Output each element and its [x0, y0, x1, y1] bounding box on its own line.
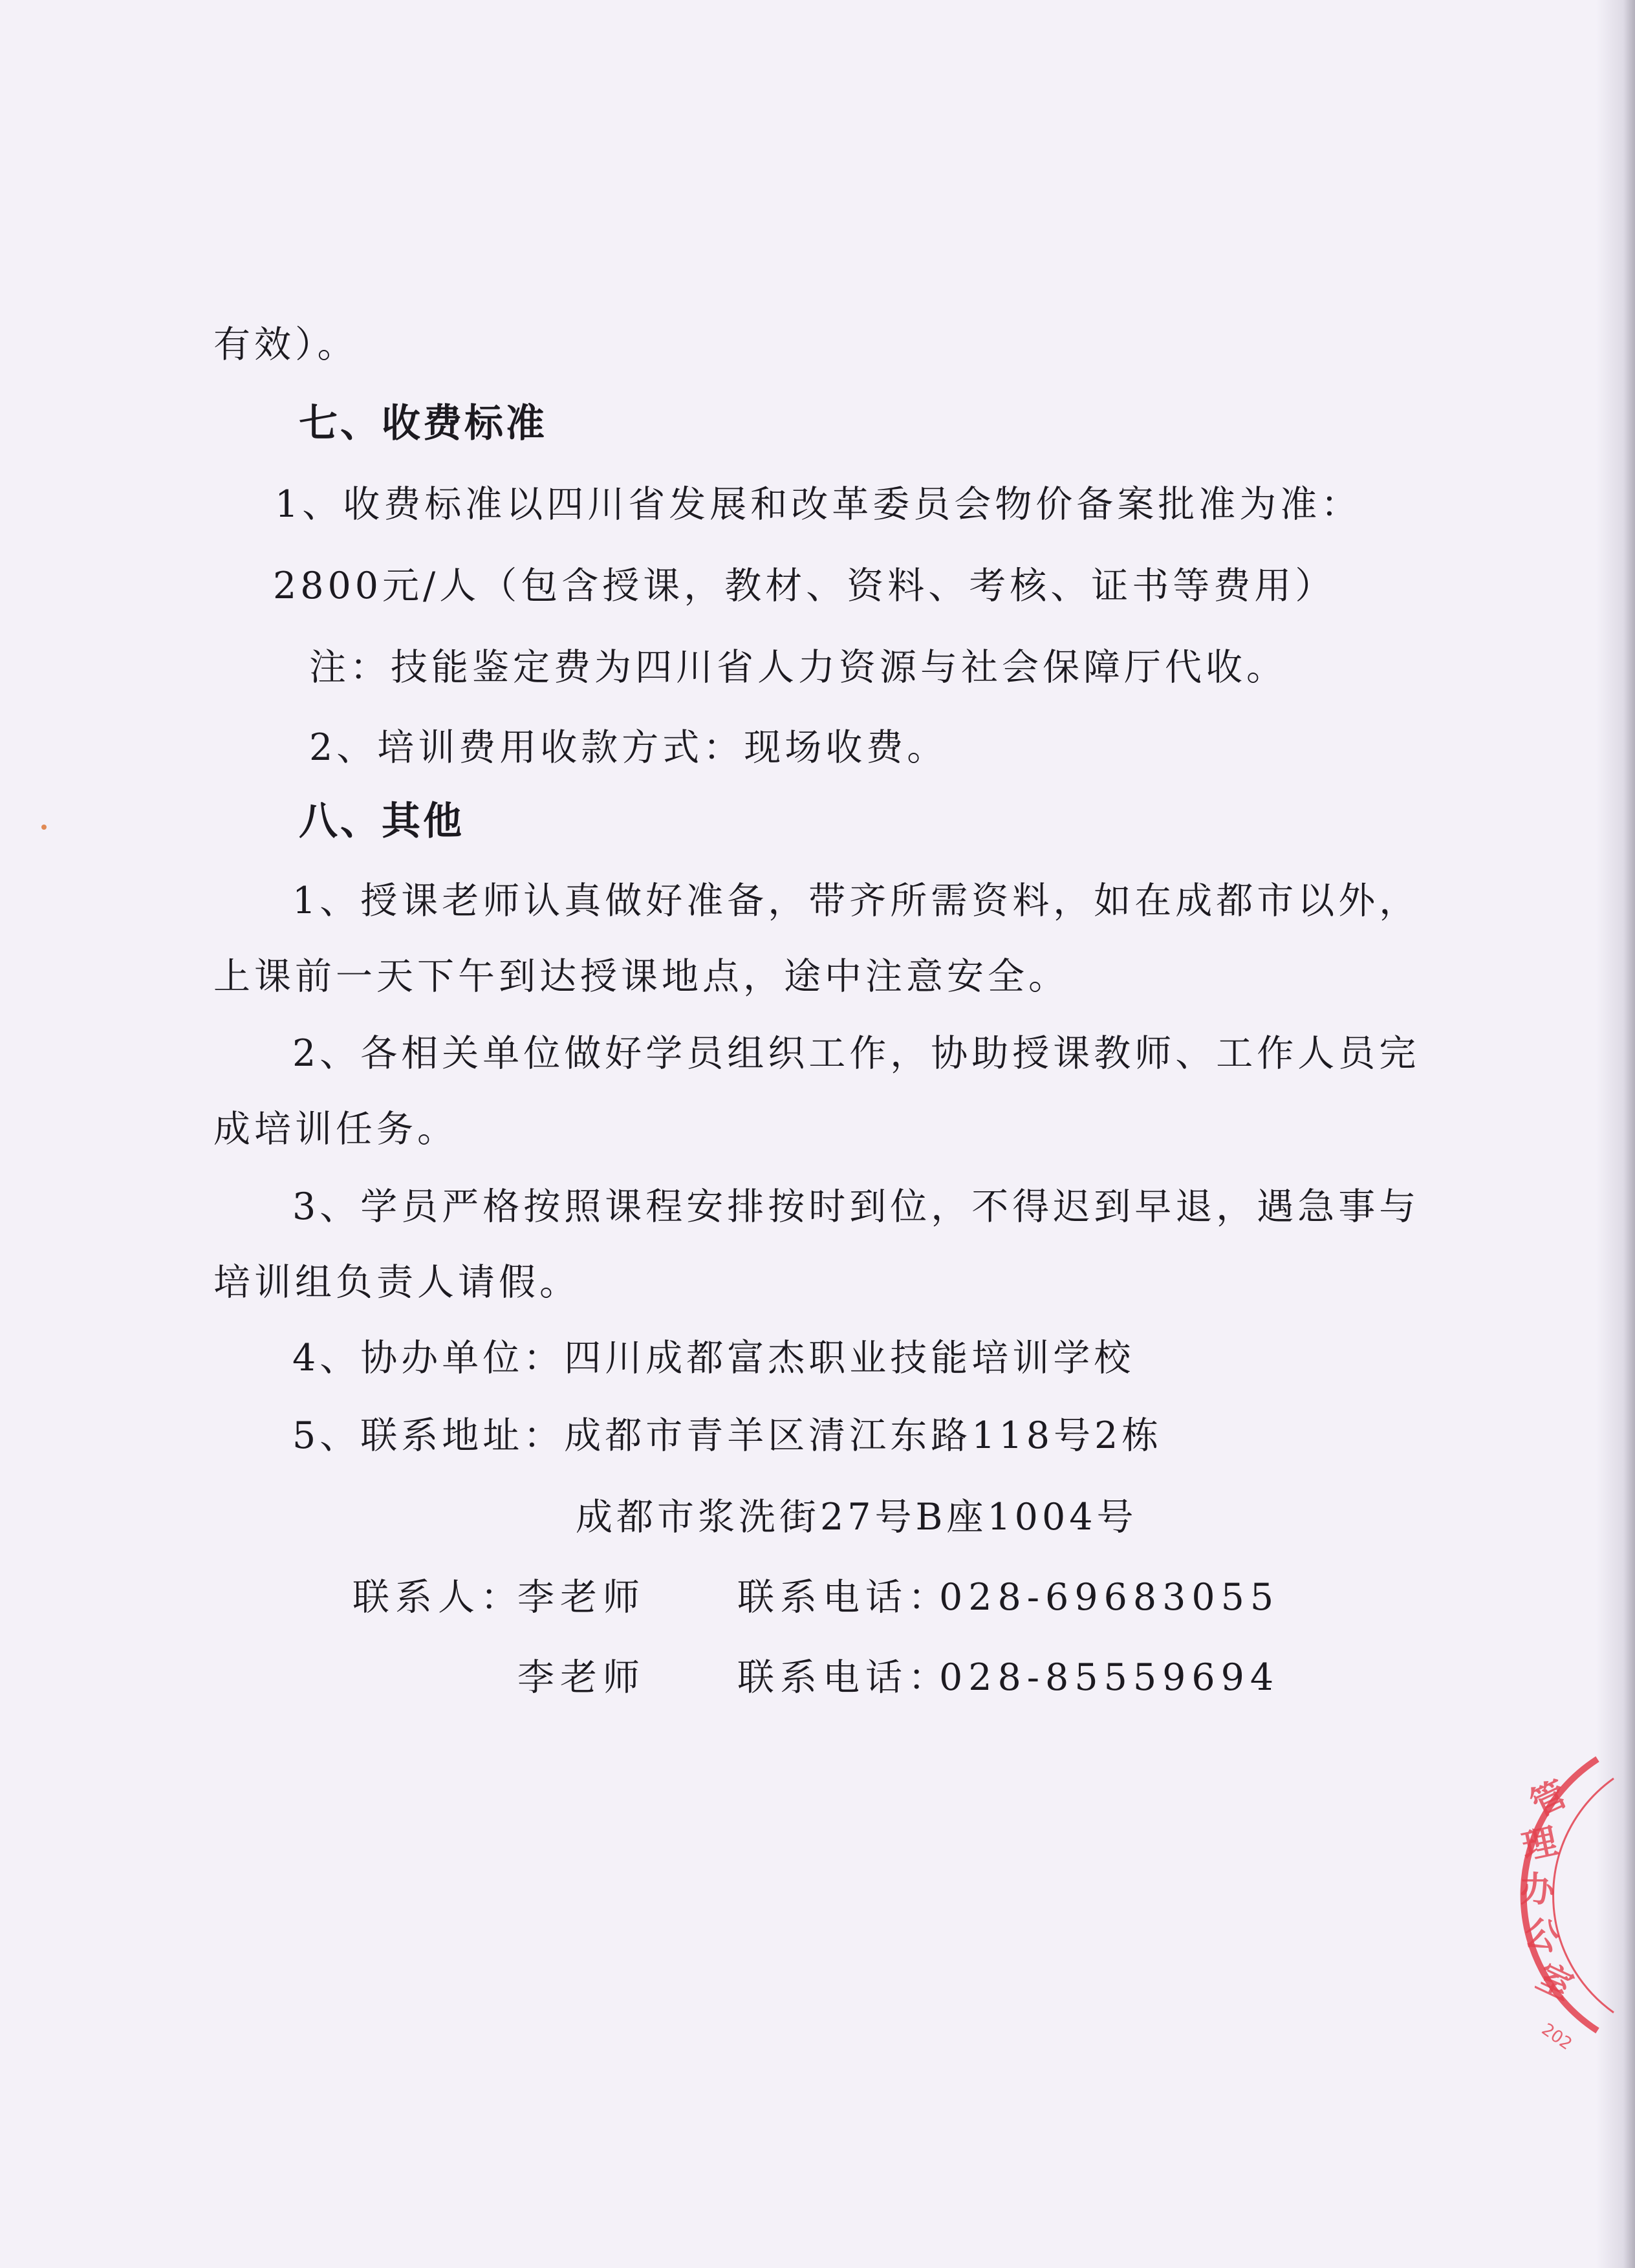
official-seal-partial [1500, 1720, 1635, 2082]
contact-person-name-1: 李老师 [517, 1576, 645, 1619]
seal-char-5: 室 [1530, 1956, 1580, 2008]
fee-amount: 2800元/人（包含授课，教材、资料、考核、证书等费用） [273, 565, 1336, 607]
other-item-1-line-1: 1、授课老师认真做好准备，带齐所需资料，如在成都市以外， [292, 880, 1420, 922]
section-heading-fees: 七、收费标准 [299, 401, 547, 446]
other-item-1-line-2: 上课前一天下午到达授课地点，途中注意安全。 [213, 955, 1069, 998]
other-item-2-line-1: 2、各相关单位做好学员组织工作，协助授课教师、工作人员完 [292, 1032, 1420, 1075]
co-organizer: 4、协办单位：四川成都富杰职业技能培训学校 [292, 1337, 1135, 1379]
fee-item-1: 1、收费标准以四川省发展和改革委员会物价备案批准为准： [275, 483, 1362, 526]
other-item-3-line-2: 培训组负责人请假。 [213, 1261, 580, 1304]
seal-char-4: 公 [1521, 1912, 1564, 1959]
seal-char-3: 办 [1520, 1869, 1555, 1910]
contact-person-label: 联系人： [352, 1576, 523, 1619]
section-heading-other: 八、其他 [299, 799, 464, 844]
seal-char-1: 管 [1524, 1773, 1574, 1825]
paragraph-continuation: 有效）。 [213, 323, 358, 366]
scan-speck [41, 825, 47, 830]
contact-phone-label-2: 联系电话： [737, 1656, 951, 1699]
contact-phone-2: 028-85559694 [939, 1656, 1280, 1699]
contact-address-1: 5、联系地址：成都市青羊区清江东路118号2栋 [292, 1414, 1163, 1457]
other-item-3-line-1: 3、学员严格按照课程安排按时到位，不得迟到早退，遇急事与 [292, 1185, 1420, 1228]
contact-person-name-2: 李老师 [517, 1656, 645, 1699]
seal-year: 202 [1537, 2020, 1575, 2055]
contact-address-2: 成都市浆洗街27号B座1004号 [576, 1496, 1138, 1539]
contact-phone-1: 028-69683055 [939, 1576, 1280, 1619]
contact-phone-label-1: 联系电话： [737, 1576, 951, 1619]
other-item-2-line-2: 成培训任务。 [213, 1108, 458, 1150]
fee-item-2: 2、培训费用收款方式：现场收费。 [309, 726, 948, 769]
seal-char-2: 理 [1518, 1820, 1561, 1868]
fee-note: 注：技能鉴定费为四川省人力资源与社会保障厅代收。 [309, 646, 1287, 689]
